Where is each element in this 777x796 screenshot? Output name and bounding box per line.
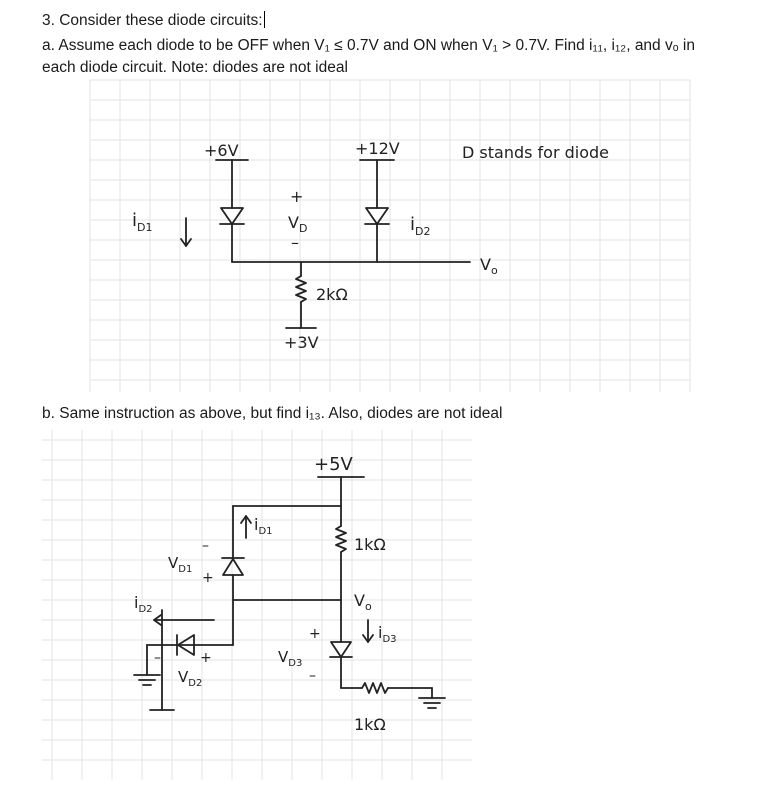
- vd2-label: $V_{D2}$: [178, 668, 203, 689]
- vd-label: $V_D$: [288, 213, 308, 235]
- vo-label: $V_o$: [354, 591, 372, 613]
- vd1-plus-sign: +: [202, 570, 214, 586]
- vd2-minus-sign: –: [154, 650, 161, 666]
- vd1-minus-sign: –: [202, 538, 209, 554]
- diode-d1-icon: [223, 559, 243, 575]
- diode-d3-icon: [331, 642, 351, 657]
- vd3-label: $V_{D3}$: [278, 648, 303, 669]
- question-title-text: 3. Consider these diode circuits:: [42, 12, 263, 29]
- circuit-a-grid: [90, 80, 690, 392]
- id1-label: $i_{D1}$: [132, 210, 153, 234]
- supply-3v-label: +3V: [284, 333, 319, 352]
- resistor-1k-bottom-label: 1kΩ: [354, 715, 386, 734]
- supply-6v-label: +6V: [204, 141, 239, 160]
- id1-label: $i_{D1}$: [254, 515, 273, 537]
- part-a-line-2: each diode circuit. Note: diodes are not ideal: [42, 59, 348, 76]
- question-title: [42, 10, 265, 32]
- diode-note: D stands for diode: [462, 143, 610, 162]
- resistor-2k-label: 2kΩ: [316, 285, 348, 304]
- resistor-1k-bottom-icon: [362, 683, 388, 693]
- supply-12v-label: +12V: [355, 139, 400, 158]
- circuit-b-diagram: [42, 430, 472, 780]
- part-b-line-1: b. Same instruction as above, but find i₁₃. Also, diodes are not ideal: [42, 405, 503, 422]
- resistor-1k-top-icon: [336, 526, 346, 552]
- supply-5v-label: +5V: [314, 454, 353, 475]
- circuit-a-diagram: [90, 80, 690, 392]
- vd-minus-sign: –: [291, 233, 299, 252]
- id3-label: $i_{D3}$: [378, 623, 397, 645]
- vd3-minus-sign: –: [309, 668, 316, 684]
- vo-label: $V_o$: [480, 255, 498, 277]
- vd3-plus-sign: +: [309, 626, 321, 642]
- id2-label: $i_{D2}$: [134, 593, 153, 615]
- vd1-label: $V_{D1}$: [168, 554, 193, 575]
- diode-d2-icon: [366, 208, 388, 224]
- part-a-line-1: a. Assume each diode to be OFF when V₁ ≤ 0.7V and ON when V₁ > 0.7V. Find i₁₁, i₁₂, and vₒ in: [42, 37, 695, 54]
- vd2-plus-sign: +: [200, 650, 212, 666]
- text-cursor: [264, 11, 265, 28]
- circuit-b-grid: [42, 430, 472, 780]
- resistor-1k-top-label: 1kΩ: [354, 535, 386, 554]
- vd-plus-sign: +: [290, 187, 304, 206]
- id2-label: $i_{D2}$: [410, 214, 431, 238]
